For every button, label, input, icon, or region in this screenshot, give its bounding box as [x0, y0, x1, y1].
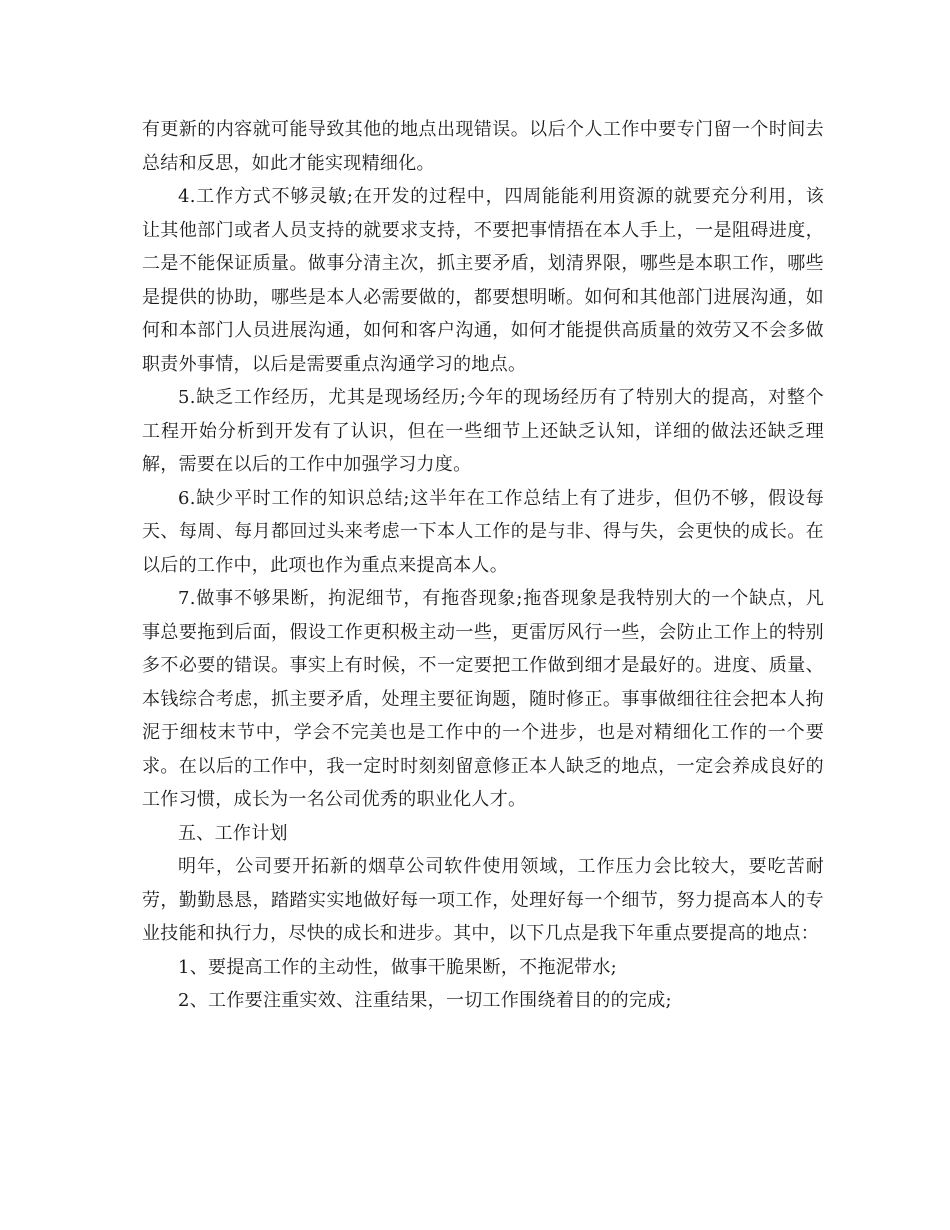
paragraph-continuation: 有更新的内容就可能导致其他的地点出现错误。以后个人工作中要专门留一个时间去总结和反思，如此才能实现精细化。	[142, 119, 824, 174]
plan-list-item-1: 1、要提高工作的主动性，做事干脆果断，不拖泥带水;	[178, 956, 618, 978]
paragraph-item-5: 5.缺乏工作经历，尤其是现场经历;今年的现场经历有了特别大的提高，对整个工程开始分析到开发有了认识，但在一些细节上还缺乏认知，详细的做法还缺乏理解，需要在以后的工作中加强学习力度。	[142, 387, 824, 475]
section-heading-work-plan: 五、工作计划	[178, 822, 288, 844]
document-body	[142, 113, 824, 1018]
paragraph-plan-intro: 明年，公司要开拓新的烟草公司软件使用领域，工作压力会比较大，要吃苦耐劳，勤勤恳恳，踏踏实实地做好每一项工作，处理好每一个细节，努力提高本人的专业技能和执行力，尽快的成长和进步。其中，以下几点是我下年重点要提高的地点：	[142, 856, 824, 944]
paragraph-item-7: 7.做事不够果断，拘泥细节，有拖沓现象;拖沓现象是我特别大的一个缺点，凡事总要拖到后面，假设工作更积极主动一些，更雷厉风行一些，会防止工作上的特别多不必要的错误。事实上有时候，不一定要把工作做到细才是最好的。进度、质量、本钱综合考虑，抓主要矛盾，处理主要征询题，随时修正。事事做细往往会把本人拘泥于细枝末节中，学会不完美也是工作中的一个进步，也是对精细化工作的一个要求。在以后的工作中，我一定时时刻刻留意修正本人缺乏的地点，一定会养成良好的工作习惯，成长为一名公司优秀的职业化人才。	[142, 588, 824, 810]
paragraph-item-4: 4.工作方式不够灵敏;在开发的过程中，四周能能利用资源的就要充分利用，该让其他部门或者人员支持的就要求支持，不要把事情捂在本人手上，一是阻碍进度，二是不能保证质量。做事分清主次，抓主要矛盾，划清界限，哪些是本职工作，哪些是提供的协助，哪些是本人必需要做的，都要想明晰。如何和其他部门进展沟通，如何和本部门人员进展沟通，如何和客户沟通，如何才能提供高质量的效劳又不会多做职责外事情，以后是需要重点沟通学习的地点。	[142, 186, 824, 375]
paragraph-item-6: 6.缺少平时工作的知识总结;这半年在工作总结上有了进步，但仍不够，假设每天、每周、每月都回过头来考虑一下本人工作的是与非、得与失，会更快的成长。在以后的工作中，此项也作为重点来提高本人。	[142, 487, 824, 576]
plan-list-item-2: 2、工作要注重实效、注重结果，一切工作围绕着目的的完成;	[178, 990, 672, 1011]
